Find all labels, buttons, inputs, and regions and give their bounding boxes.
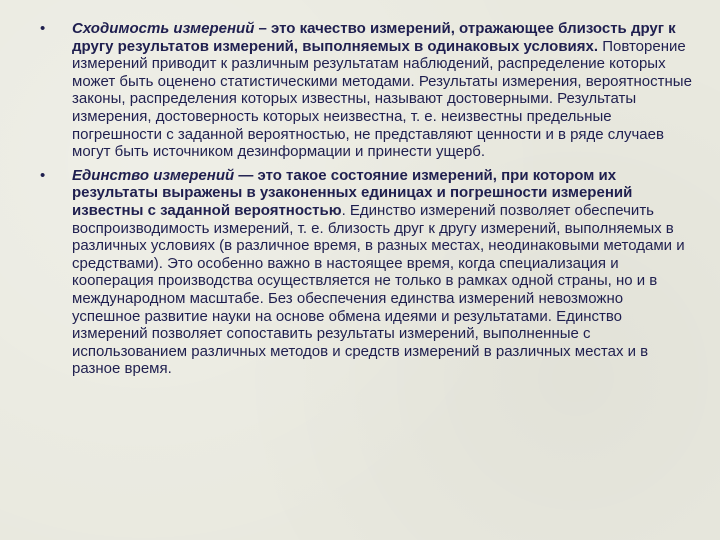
bullet-item-convergence <box>40 20 695 161</box>
term-convergence: Сходимость измерений <box>72 20 255 37</box>
definition-convergence: – это качество измерений, отражающее близость друг к другу результатов измерений, выполняемых в одинаковых условиях. <box>72 20 676 55</box>
body-unity: . Единство измерений позволяет обеспечить воспроизводимость измерений, т. е. близость друг к другу измерений, выполняемых в различных условиях (в различное время, в разных местах, неодинаковыми методами и средствами). Это особенно важно в настоящее время, когда специализация и кооперация производства осуществляется не только в рамках одной страны, но и в международном масштабе. Без обеспечения единства измерений невозможно успешное развитие науки на основе обмена идеями и результатами. Единство измерений позволяет сопоставить результаты измерений, выполненные с использованием различных методов и средств измерений в различных местах и в разное время. <box>72 201 685 378</box>
bullet-list <box>40 20 695 384</box>
bullet-marker: • <box>40 20 46 37</box>
definition-unity: — это такое состояние измерений, при котором их результаты выражены в узаконенных единицах и погрешности измерений известны с заданной вероятностью <box>72 166 633 219</box>
body-convergence: Повторение измерений приводит к различным результатам наблюдений, распределение которых может быть оценено статистическими методами. Результаты измерения, вероятностные законы, распределения которых известны, называют достоверными. Результаты измерения, достоверность которых неизвестна, т. е. неизвестны предельные погрешности с заданной вероятностью, не представляют ценности и в ряде случаев могут быть источником дезинформации и принести ущерб. <box>72 37 692 161</box>
bullet-item-unity <box>40 167 695 378</box>
term-unity: Единство измерений <box>72 166 235 184</box>
bullet-marker: • <box>40 166 46 184</box>
